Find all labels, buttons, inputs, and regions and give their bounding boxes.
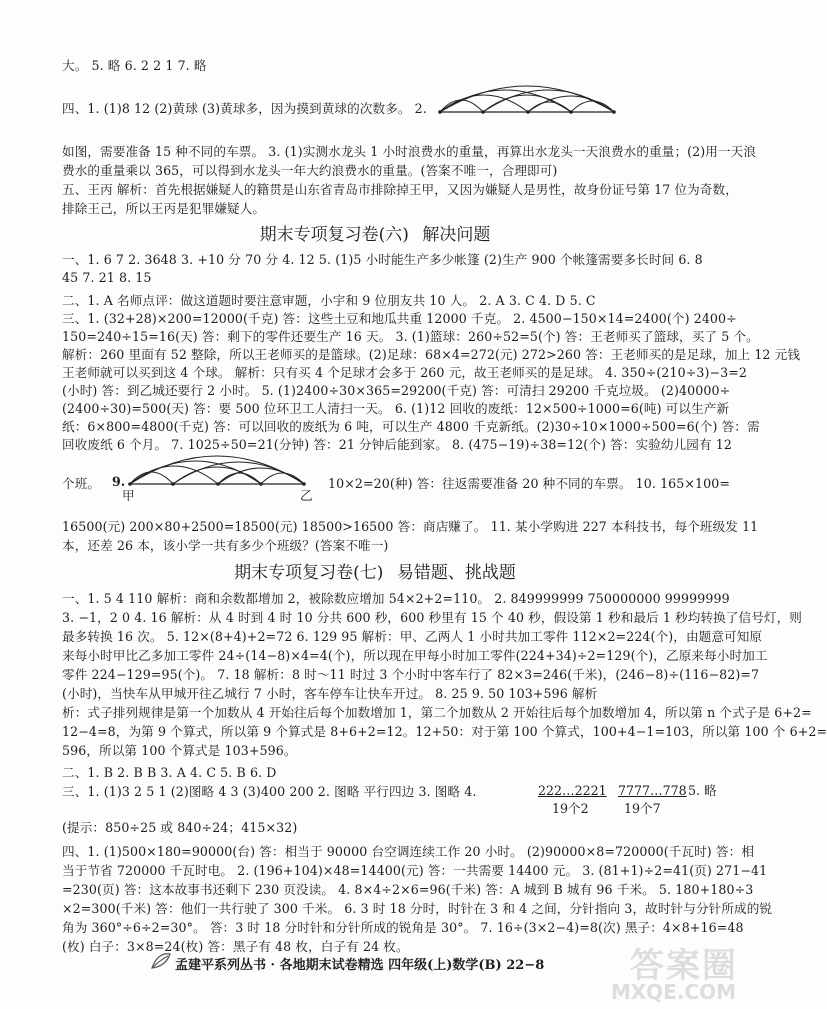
text-line: (枚) 白子：3×8=24(枚) 答：黑子有 48 枚，白子有 24 枚。	[62, 939, 409, 954]
text-line: (2400÷30)=500(天) 答：要 500 位环卫工人清扫一天。 6. (1)12 回收的废纸：12×500÷1000=6(吨) 可以生产新	[62, 401, 730, 416]
text-line: 45 7. 21 8. 15	[62, 270, 152, 285]
route-arc-diagram	[438, 78, 618, 118]
text-line: 150=240÷15=16(天) 答：剩下的零件还要生产 16 天。 3. (1)篮球：260÷52=5(个) 答：王老师买了篮球，买了 5 个。	[62, 329, 759, 344]
text-line: 二、1. A 名师点评：做这道题时要注意审题，小宇和 9 位朋友共 10 人。 2. A 3. C 4. D 5. C	[62, 293, 596, 308]
text-line: 596，所以第 100 个算式是 103+596。	[62, 743, 297, 758]
text-line: 三、1. (32+28)×200=12000(千克) 答：这些土豆和地瓜共重 12000 千克。 2. 4500−150×14=2400(个) 2400÷	[62, 311, 737, 326]
text-line: 12−4=8，为第 9 个算式，所以第 9 个算式是 8+6+2=12。12+50：对于第 100 个算式，100+4−1=103，所以第 100 个 6+2=	[62, 724, 827, 739]
route-arc-diagram-9	[128, 446, 308, 492]
text-line: 回收废纸 6 个月。 7. 1025÷50=21(分钟) 答：21 分钟后能到家。 8. (475−19)÷38=12(个) 答：实验幼儿园有 12	[62, 437, 733, 452]
text-line: 费水的重量乘以 365，可以得到水龙头一年大约浪费水的重量。(答案不唯一，合理即可)	[62, 163, 558, 178]
diagram-label-end: 乙	[300, 488, 313, 503]
q4-expression-a: 222…2221	[538, 783, 607, 798]
q4-expression-b: 7777…778	[618, 783, 687, 798]
text-line: 10×2=20(种) 答：往返需要准备 20 种不同的车票。 10. 165×100=	[328, 476, 731, 491]
page-footer: 孟建平系列丛书 · 各地期末试卷精选 四年级(上)数学(B) 22−8	[175, 958, 545, 973]
text-line: 纸：6×800=4800(千克) 答：可以回收的废纸为 6 吨，可以生产 4800 千克新纸。(2)30÷10×1000÷500=6(个) 答：需	[62, 419, 760, 434]
text-line: 本，还差 26 本，该小学一共有多少个班级？(答案不唯一)	[62, 538, 389, 553]
text-line: 3. −1，2 0 4. 16 解析：从 4 时到 4 时 10 分共 600 秒，600 秒里有 15 个 40 秒，假设第 1 秒和最后 1 秒均转换了信号灯，则	[62, 610, 802, 625]
heading-topic: 解决问题	[422, 225, 491, 245]
question-number: 9.	[112, 474, 126, 489]
heading-title: 期末专项复习卷(七)	[234, 563, 384, 583]
text-line: 16500(元) 200×80+2500=18500(元) 18500>16500 答：商店赚了。 11. 某小学购进 227 本科技书，每个班级发 11	[62, 519, 759, 534]
q4-note-b: 19个7	[624, 801, 661, 816]
q4-note-a: 19个2	[552, 801, 589, 816]
text-line: 如图，需要准备 15 种不同的车票。 3. (1)实测水龙头 1 小时浪费水的重量，再算出水龙头一天浪费水的重量；(2)用一天浪	[62, 144, 757, 159]
text-line: (小时) 答：到乙城还要行 2 小时。 5. (1)2400÷30×365=29200(千克) 答：可清扫 29200 千克垃圾。 (2)40000÷	[62, 383, 731, 398]
text-line: 三、1. (1)3 2 5 1 (2)图略 4 3 (3)400 200 2. 图略 平行四边 3. 图略 4.	[62, 784, 477, 799]
text-line: 角为 360°÷6÷2=30°。 答：3 时 18 分时针和分针所成的锐角是 30°。 7. 16÷(3×2−4)=8(次) 黑子：4×8+16=48	[62, 920, 744, 935]
watermark-text: 答案圈	[630, 946, 738, 986]
text-line: (小时)，当快车从甲城开往乙城行 7 小时，客车停车让快车开过。 8. 25 9. 50 103+596 解析	[62, 686, 598, 701]
section-heading-7	[0, 562, 750, 584]
section-heading-6	[0, 224, 750, 246]
text-line: 析：式子排列规律是第一个加数从 4 开始往后每个加数增加 1，第二个加数从 2 开始往后每个加数增加 4，所以第 n 个式子是 6+2=	[62, 705, 812, 720]
watermark-url: MXQE.COM	[610, 980, 736, 1004]
q4-tail: 5. 略	[688, 783, 717, 798]
text-line: 一、1. 6 7 2. 3648 3. +10 分 70 分 4. 12 5. (1)5 小时能生产多少帐篷 (2)生产 900 个帐篷需要多长时间 6. 8	[62, 252, 703, 267]
text-line: (提示：850÷25 或 840÷24；415×32)	[62, 820, 298, 835]
text-line: 四、1. (1)500×180=90000(台) 答：相当于 90000 台空调连续工作 20 小时。 (2)90000×8=720000(千瓦时) 答：相	[62, 844, 755, 859]
text-line: 当于节省 720000 千瓦时电。 2. (196+104)×48=14400(元) 答：一共需要 14400 元。 3. (81+1)÷2=41(页) 271−41	[62, 863, 768, 878]
text-line: 大。 5. 略 6. 2 2 1 7. 略	[62, 58, 207, 73]
text-line: 来每小时甲比乙多加工零件 24÷(14−8)×4=4(个)，所以现在甲每小时加工零件(224+34)÷2=129(个)，乙原来每小时加工	[62, 648, 768, 663]
text-line: 零件 224−129=95(个)。 7. 18 解析：8 时～11 时过 3 个小时中客车行了 82×3=246(千米)，(246−8)÷(116−82)=7	[62, 667, 760, 682]
text-line: 解析：260 里面有 52 整除，所以王老师买的是篮球。(2)足球：68×4=272(元) 272>260 答：王老师买的是足球，加上 12 元钱	[62, 347, 801, 362]
text-line: 五、王丙 解析：首先根据嫌疑人的籍贯是山东省青岛市排除掉王甲，又因为嫌疑人是男性，故身份证号第 17 位为奇数，	[62, 182, 738, 197]
text-line: 二、1. B 2. B B 3. A 4. C 5. B 6. D	[62, 765, 277, 780]
text-line: =230(页) 答：这本故事书还剩下 230 页没读。 4. 8×4÷2×6=96(千米) 答：A 城到 B 城有 96 千米。 5. 180+180÷3	[62, 882, 754, 897]
heading-topic: 易错题、挑战题	[396, 563, 516, 583]
text-line: ×2=300(千米) 答：他们一共行驶了 300 千米。 6. 3 时 18 分时，时针在 3 和 4 之间，分针指向 3，故时针与分针所成的锐	[62, 901, 773, 916]
text-line: 最多转换 16 次。 5. 12×(8+4)+2=72 6. 129 95 解析：甲、乙两人 1 小时共加工零件 112×2=224(个)，由题意可知原	[62, 629, 763, 644]
leaf-logo-icon	[150, 950, 172, 972]
text-line: 一、1. 5 4 110 解析：商和余数都增加 2，被除数应增加 54×2+2=110。 2. 849999999 750000000 99999999	[62, 591, 730, 606]
text-line: 排除王己，所以王丙是犯罪嫌疑人。	[62, 201, 266, 216]
diagram-label-start: 甲	[122, 488, 135, 503]
text-line: 个班。	[62, 476, 101, 491]
heading-title: 期末专项复习卷(六)	[259, 225, 409, 245]
text-line: 王老师就可以买到这 4 个球。 解析：只有买 4 个足球才会多于 260 元，故王老师买的是足球。 4. 350÷(210÷3)−3=2	[62, 365, 748, 380]
text-line: 四、1. (1)8 12 (2)黄球 (3)黄球多，因为摸到黄球的次数多。 2.	[62, 101, 427, 116]
